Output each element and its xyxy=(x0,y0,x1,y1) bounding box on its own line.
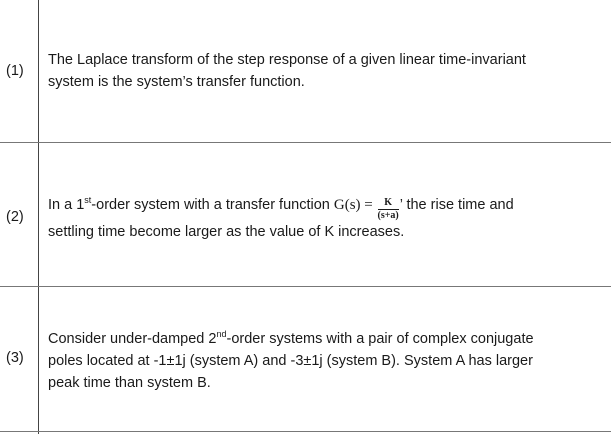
row-divider xyxy=(0,431,611,432)
statement-text xyxy=(48,49,608,93)
statement-number: (3) xyxy=(6,350,24,366)
statement-text xyxy=(48,328,608,394)
statement-line: peak time than system B. xyxy=(48,375,211,391)
text-span: In a 1 xyxy=(48,197,85,213)
statement-line: poles located at -1±1j (system A) and -3±1j (system B). System A has larger xyxy=(48,353,533,369)
statement-number: (2) xyxy=(6,209,24,225)
statement-line: settling time become larger as the value of K increases. xyxy=(48,224,405,240)
statement-line: The Laplace transform of the step response of a given linear time-invariant xyxy=(48,52,526,68)
row-divider xyxy=(0,142,611,143)
ordinal-suffix: st xyxy=(84,195,92,205)
statement-line xyxy=(48,194,608,221)
fraction-denominator: (s+a) xyxy=(377,210,399,221)
text-span: ’ the rise time and xyxy=(399,197,514,213)
transfer-function-fraction xyxy=(378,198,399,221)
statement-line: system is the system’s transfer function. xyxy=(48,74,305,90)
statement-line xyxy=(48,328,608,350)
text-span: -order system with a transfer function xyxy=(91,197,334,213)
text-span: -order systems with a pair of complex conjugate xyxy=(226,331,534,347)
row-divider xyxy=(0,286,611,287)
transfer-function-lhs: G(s) = xyxy=(333,197,377,213)
statement-text xyxy=(48,194,608,243)
column-divider xyxy=(38,0,39,434)
fraction-numerator: K xyxy=(378,198,399,210)
ordinal-suffix: nd xyxy=(216,329,227,339)
statement-number: (1) xyxy=(6,63,24,79)
text-span: Consider under-damped 2 xyxy=(48,331,217,347)
